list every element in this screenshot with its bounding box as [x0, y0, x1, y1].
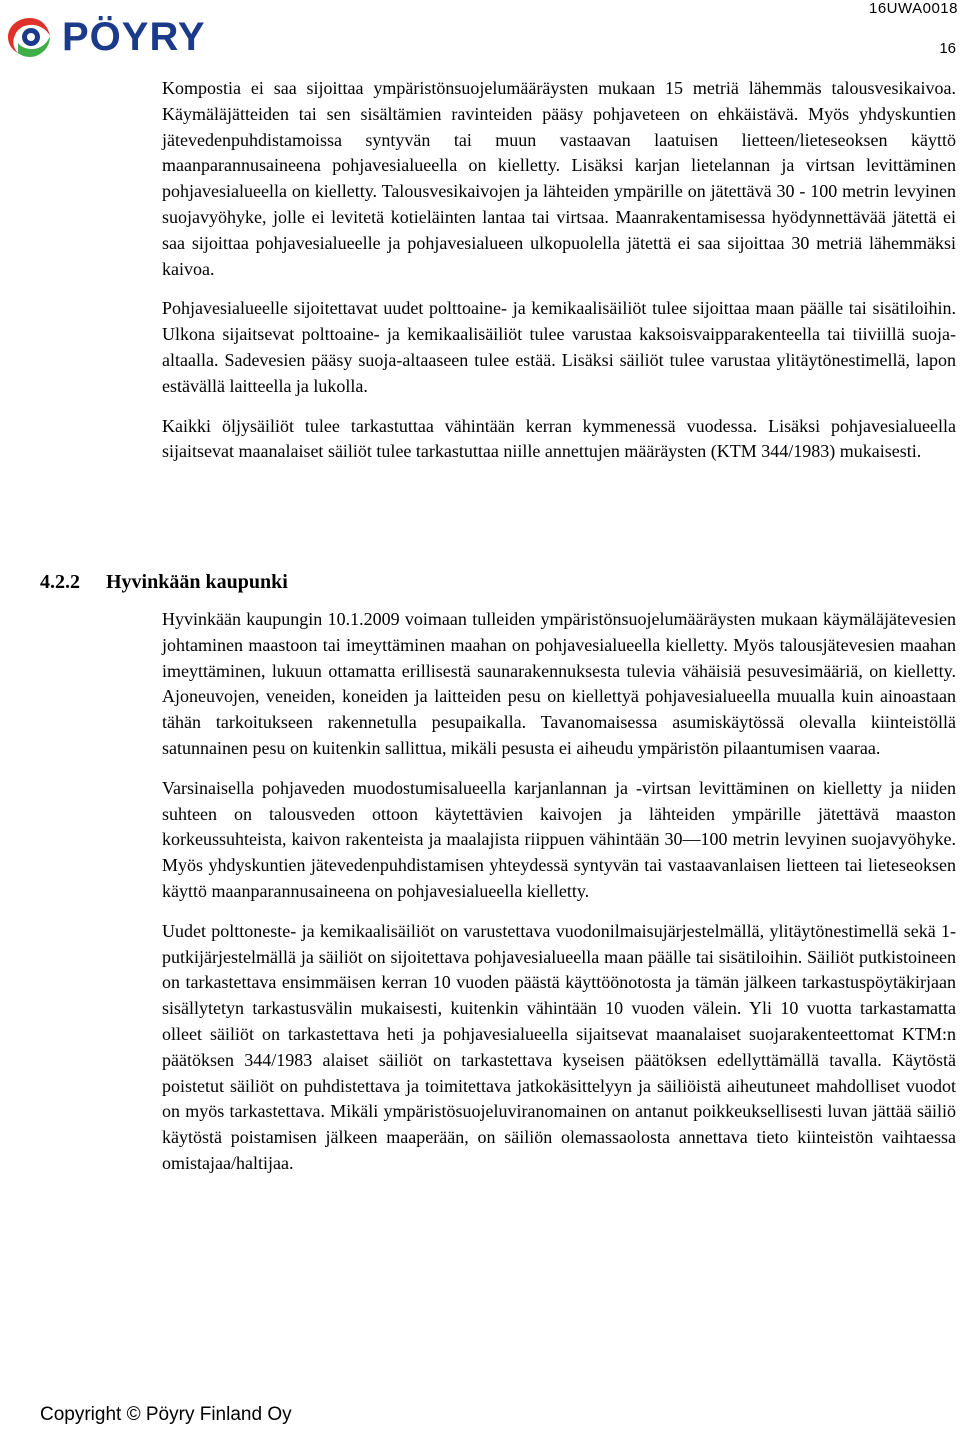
paragraph: Kaikki öljysäiliöt tulee tarkastuttaa vähintään kerran kymmenessä vuodessa. Lisäksi pohjavesialueella sijaitsevat maanalaiset säiliöt tulee tarkastuttaa niille annettujen määräysten (KTM 344/1983) mukaisesti.: [162, 415, 956, 462]
page-number: 16: [939, 40, 956, 57]
logo-wordmark: PÖYRY: [62, 15, 206, 59]
section-title: Hyvinkään kaupunki: [106, 571, 288, 593]
section-number: 4.2.2: [40, 571, 80, 593]
text-block-lower: [162, 607, 956, 1191]
paragraph: Kompostia ei saa sijoittaa ympäristönsuojelumääräysten mukaan 15 metriä lähemmäs talousvesikaivoa. Käymäläjätteiden tai sen sisältämien ravinteiden pääsy pohjaveteen on ehkäistävä. Myös yhdyskuntien jätevedenpuhdistamoissa syntyvän tai muun vastaavan laatuisen lietteen/lieteseoksen käyttö maanparannusaineena pohjavesialueella on kielletty. Lisäksi karjan lietelannan ja virtsan levittäminen pohjavesialueella on kielletty. Talousvesikaivojen ja lähteiden ympärille on jätettävä 30 - 100 metrin levyinen suojavyöhyke, jolle ei levitetä kotieläinten lantaa tai virtsaa. Maanrakentamisessa hyödynnettävää jätettä ei saa sijoittaa pohjavesialueelle ja pohjavesialueen ulkopuolella jätettä ei saa sijoittaa 30 metriä lähemmäksi kaivoa.: [162, 78, 956, 279]
document-id: 16UWA0018: [869, 0, 958, 17]
poyry-swirl-icon: [4, 14, 56, 60]
footer-copyright: Copyright © Pöyry Finland Oy: [40, 1404, 292, 1425]
paragraph: Uudet polttoneste- ja kemikaalisäiliöt on varustettava vuodonilmaisujärjestelmällä, ylitäytönestimellä sekä 1-putkijärjestelmällä ja säiliöt on sijoitettava pohjavesialueella maan päälle tai sisätiloihin. Säiliöt putkistoineen on tarkastettava ensimmäisen kerran 10 vuoden päästä käyttöönotosta ja tämän jälkeen tarkastuspöytäkirjaan sisällytetyn tarkastusvälin mukaisesti, kuitenkin vähintään 10 vuoden välein. Yli 10 vuotta tarkastamatta olleet säiliöt on tarkastettava heti ja pohjavesialueella sijaitsevat maanalaiset suojarakenteettomat KTM:n päätöksen 344/1983 alaiset säiliöt on tarkastettava kyseisen päätöksen edellyttämällä tavalla. Käytöstä poistetut säiliöt on puhdistettava ja toimitettava jatkokäsittelyyn ja säiliöistä aiheutuneet mahdolliset vuodot on myös tarkastettava. Mikäli ympäristösuojeluviranomainen on antanut poikkeuksellisesti luvan jättää säiliö käytöstä poistamisen jälkeen maaperään, on säiliön olemassaolosta annettava tieto kiinteistön vaihtaessa omistajaa/haltijaa.: [162, 920, 956, 1173]
paragraph: Hyvinkään kaupungin 10.1.2009 voimaan tulleiden ympäristönsuojelumääräysten mukaan käymäläjätevesien johtaminen maastoon tai imeyttäminen maahan on pohjavesialueella kielletty. Myös talousjätevesien maahan imeyttäminen, lukuun ottamatta erillisestä saunarakennuksesta tulevia vähäisiä pesuvesimääriä, on kielletty. Ajoneuvojen, veneiden, koneiden ja laitteiden pesu on kiellettyä pohjavesialueella muualla kuin ainoastaan tähän tarkoitukseen rakennetulla pesupaikalla. Tavanomaisessa asumiskäytössä olevalla kiinteistöllä satunnainen pesu on kuitenkin sallittua, mikäli pesusta ei aiheudu ympäristön pilaantumisen vaaraa.: [162, 609, 956, 758]
paragraph: Pohjavesialueelle sijoitettavat uudet polttoaine- ja kemikaalisäiliöt tulee sijoittaa maan päälle tai sisätiloihin. Ulkona sijaitsevat polttoaine- ja kemikaalisäiliöt tulee varustaa kaksoisvaipparakenteella tai tiiviillä suoja-altaalla. Sadevesien pääsy suoja-altaaseen tulee estää. Lisäksi säiliöt tulee varustaa ylitäytönestimellä, lapon estävällä laitteella ja lukolla.: [162, 298, 956, 396]
paragraph: Varsinaisella pohjaveden muodostumisalueella karjanlannan ja -virtsan levittäminen on kielletty ja niiden suhteen on talousveden ottoon käytettävien kaivojen ja lähteiden ympärille jätettävä maaston korkeussuhteista, kaivon rakenteista ja maalajista riippuen vähintään 30—100 metrin levyinen suojavyöhyke. Myös yhdyskuntien jätevedenpuhdistamisen yhteydessä syntyvän tai vastaavanlaisen lietteen tai lieteseoksen käyttö maanparannusaineena on pohjavesialueella kielletty.: [162, 777, 956, 901]
text-block-upper: [162, 76, 956, 479]
section-heading: [40, 571, 288, 594]
company-logo: [4, 14, 206, 60]
